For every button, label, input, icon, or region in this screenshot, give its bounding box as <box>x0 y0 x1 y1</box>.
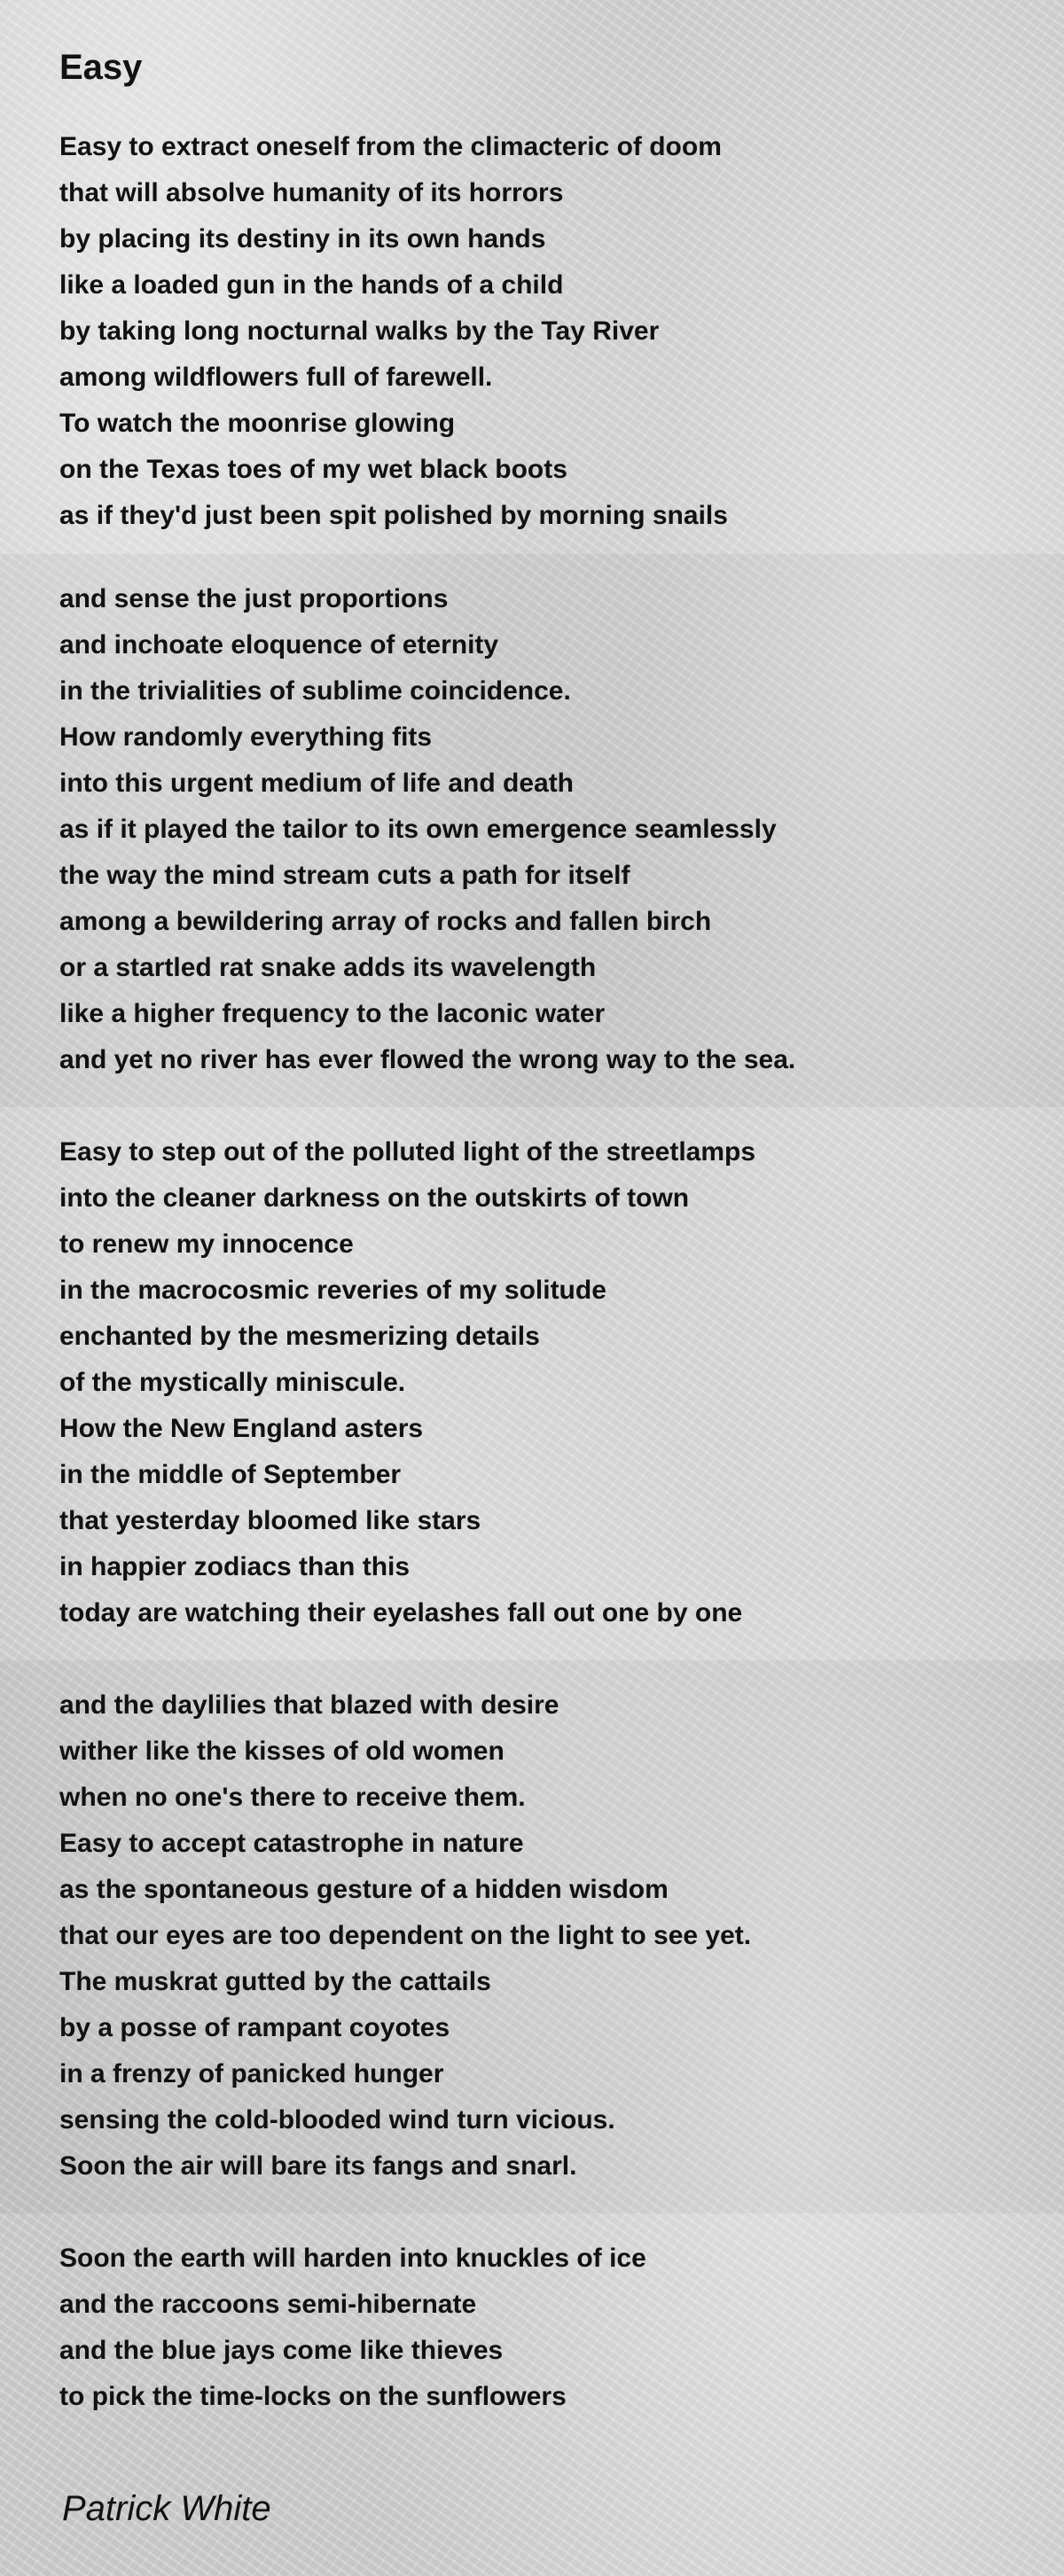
stanza-4 <box>0 1660 1064 2213</box>
stanza-3 <box>0 1107 1064 1660</box>
poem-line: that yesterday bloomed like stars <box>59 1506 481 1535</box>
stanza-2 <box>0 554 1064 1107</box>
poem-line: of the mystically miniscule. <box>59 1368 406 1397</box>
poem-line: like a higher frequency to the laconic water <box>59 999 606 1028</box>
poem-line: wither like the kisses of old women <box>59 1737 505 1766</box>
poem-line: or a startled rat snake adds its wavelength <box>59 953 597 982</box>
poem-line: How the New England asters <box>59 1414 424 1443</box>
poem-line: Soon the earth will harden into knuckles of ice <box>59 2244 646 2273</box>
poem-line: by placing its destiny in its own hands <box>59 224 546 254</box>
poem-line: Soon the air will bare its fangs and snarl. <box>59 2151 577 2181</box>
poem-line: in the macrocosmic reveries of my solitude <box>59 1276 606 1305</box>
poem-line: among a bewildering array of rocks and fallen birch <box>59 907 712 936</box>
poem-line: as the spontaneous gesture of a hidden wisdom <box>59 1875 669 1904</box>
poem-line: How randomly everything fits <box>59 722 433 752</box>
poem-line: and the raccoons semi-hibernate <box>59 2290 477 2319</box>
poem-line: and yet no river has ever flowed the wrong way to the sea. <box>59 1045 796 1074</box>
poem-line: like a loaded gun in the hands of a child <box>59 270 564 300</box>
poem-line: as if it played the tailor to its own emergence seamlessly <box>59 815 777 844</box>
poem-line: to renew my innocence <box>59 1229 354 1259</box>
poem-line: into the cleaner darkness on the outskirts of town <box>59 1183 690 1213</box>
poem-line: as if they'd just been spit polished by morning snails <box>59 501 728 530</box>
stanza-5 <box>0 2213 1064 2464</box>
poem-line: and the blue jays come like thieves <box>59 2336 504 2365</box>
poem-author: Patrick White <box>62 2489 271 2528</box>
poem-line: in a frenzy of panicked hunger <box>59 2059 444 2088</box>
poem-line: and sense the just proportions <box>59 584 449 613</box>
poem-line: in happier zodiacs than this <box>59 1552 411 1581</box>
poem-line: and the daylilies that blazed with desire <box>59 1690 559 1720</box>
poem-line: Easy to extract oneself from the climacteric of doom <box>59 132 722 161</box>
poem-line: by taking long nocturnal walks by the Tay River <box>59 316 660 346</box>
poem-line: The muskrat gutted by the cattails <box>59 1967 491 1996</box>
stanza-1 <box>0 0 1064 554</box>
poem-line: sensing the cold-blooded wind turn vicious. <box>59 2105 615 2135</box>
poem-line: and inchoate eloquence of eternity <box>59 630 499 660</box>
poem-line: Easy to step out of the polluted light of the streetlamps <box>59 1137 756 1167</box>
poem-line: that will absolve humanity of its horrors <box>59 178 564 207</box>
poem-line: that our eyes are too dependent on the light to see yet. <box>59 1921 752 1950</box>
poem-line: to pick the time-locks on the sunflowers <box>59 2382 567 2411</box>
poem-line: Easy to accept catastrophe in nature <box>59 1829 524 1858</box>
poem-line: in the trivialities of sublime coincidence. <box>59 676 571 706</box>
poem-line: by a posse of rampant coyotes <box>59 2013 450 2042</box>
poem-line: To watch the moonrise glowing <box>59 409 456 438</box>
poem-line: in the middle of September <box>59 1460 402 1489</box>
poem-line: among wildflowers full of farewell. <box>59 363 493 392</box>
poem-line: enchanted by the mesmerizing details <box>59 1322 540 1351</box>
poem-line: the way the mind stream cuts a path for itself <box>59 861 630 890</box>
poem-line: today are watching their eyelashes fall out one by one <box>59 1598 743 1628</box>
poem-line: into this urgent medium of life and death <box>59 769 575 798</box>
poem-line: when no one's there to receive them. <box>59 1783 526 1812</box>
poem-title: Easy <box>59 48 143 87</box>
poem-line: on the Texas toes of my wet black boots <box>59 455 567 484</box>
